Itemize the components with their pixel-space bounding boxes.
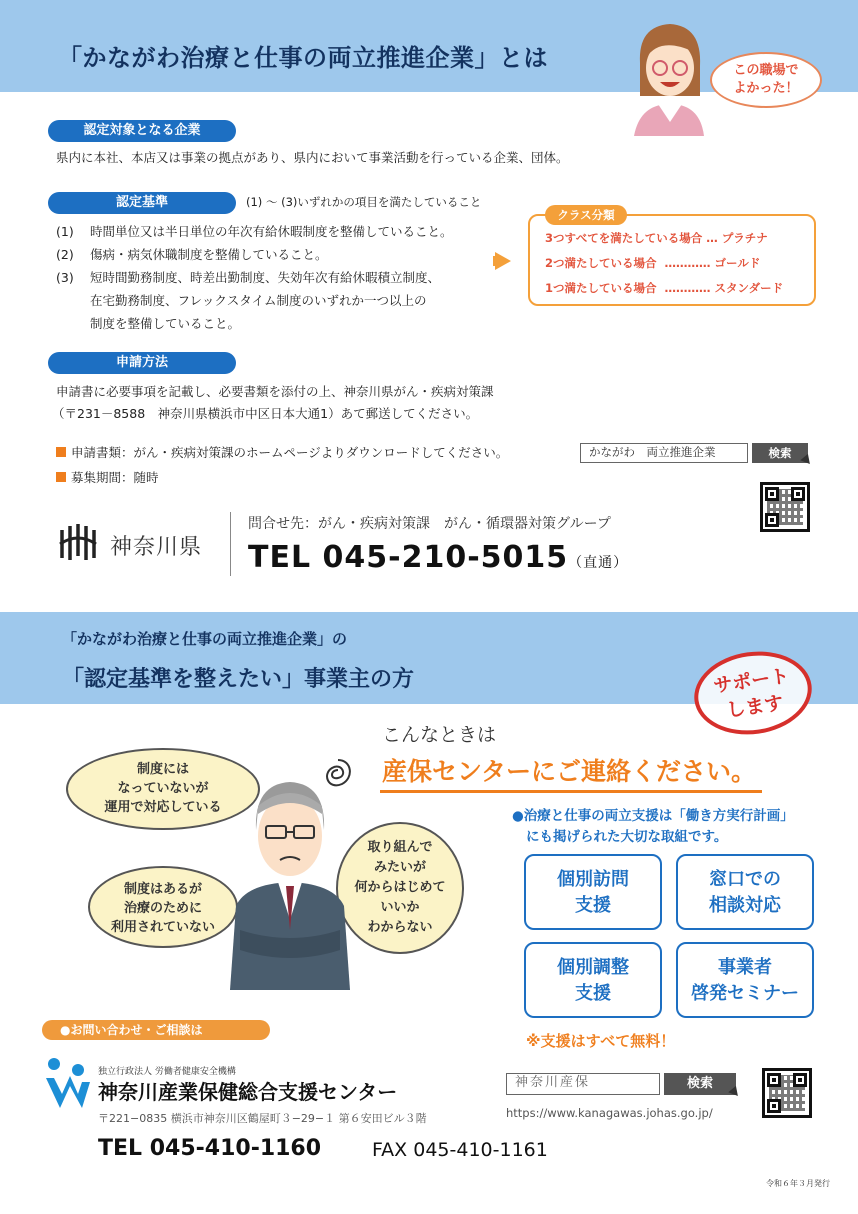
support-box-counter: 窓口での 相談対応 — [676, 854, 814, 930]
search-button[interactable]: 検索 — [664, 1073, 736, 1095]
criteria-item-2: 傷病・病気休職制度を整備していること。 — [90, 247, 328, 262]
org-name: 神奈川産業保健総合支援センター — [98, 1080, 398, 1104]
underline — [380, 790, 762, 793]
apply-line-2: （〒231－8588 神奈川県横浜市中区日本大通1）あて郵送してください。 — [52, 406, 479, 421]
footer-tel: TEL 045-410-1160 — [98, 1136, 322, 1161]
class-row-standard — [545, 280, 783, 296]
target-body: 県内に本社、本店又は事業の拠点があり、県内において事業活動を行っている企業、団体。 — [56, 150, 569, 165]
support-stamp: サポート します — [689, 644, 817, 742]
search-input[interactable]: かながわ 両立推進企業 — [580, 443, 748, 463]
worry-bubble-2: 制度はあるが 治療のために 利用されていない — [88, 866, 238, 948]
arrow-right-icon — [495, 252, 511, 270]
orange-square-icon — [56, 447, 66, 457]
contact-tel-note: （直通） — [568, 555, 629, 571]
kanagawa-logo-icon — [56, 520, 100, 564]
criteria-num-2: (2) — [56, 247, 74, 262]
qr-code-icon[interactable] — [762, 1068, 812, 1118]
free-note: ※支援はすべて無料！ — [526, 1032, 676, 1050]
section-label-target: 認定対象となる企業 — [48, 120, 236, 142]
support-box-visit: 個別訪問 支援 — [524, 854, 662, 930]
class-cond: 1つ満たしている場合 — [545, 281, 657, 295]
criteria-item-3-cont-2: 制度を整備していること。 — [90, 316, 241, 331]
org-address: 〒221−0835 横浜市神奈川区鶴屋町３−29−１ 第６安田ビル３階 — [98, 1112, 427, 1125]
section-label-apply: 申請方法 — [48, 352, 236, 374]
org-parent: 独立行政法人 労働者健康安全機構 — [98, 1067, 236, 1077]
worry-bubble-3: 取り組んで みたいが 何からはじめて いいか わからない — [336, 822, 464, 954]
class-rank: ゴールド — [714, 256, 761, 270]
issued-date: 令和６年３月発行 — [766, 1179, 830, 1188]
class-cond: 2つ満たしている場合 — [545, 256, 657, 270]
inquiry-label: ●お問い合わせ・ご相談は — [42, 1020, 270, 1040]
apply-period — [56, 466, 159, 489]
page-title: 「かながわ治療と仕事の両立推進企業」とは — [58, 44, 548, 72]
class-cond: 3つすべてを満たしている場合 — [545, 231, 703, 245]
class-label: クラス分類 — [545, 205, 627, 225]
support-box-seminar: 事業者 啓発セミナー — [676, 942, 814, 1018]
search-button[interactable]: 検索 — [752, 443, 808, 463]
class-row-gold — [545, 255, 760, 271]
banner2-line1: 「かながわ治療と仕事の両立推進企業」の — [62, 630, 348, 648]
divider — [230, 512, 231, 576]
class-row-platinum — [545, 230, 768, 246]
apply-line-1: 申請書に必要事項を記載し、必要書類を添付の上、神奈川県がん・疾病対策課 — [56, 384, 494, 399]
support-bullet-1: ●治療と仕事の両立支援は「働き方実行計画」 — [512, 808, 794, 824]
konna-text: こんなときは — [382, 724, 497, 746]
footer-fax: FAX 045-410-1161 — [372, 1139, 548, 1161]
banner2-line2: 「認定基準を整えたい」事業主の方 — [62, 667, 415, 692]
businessman-illustration — [226, 770, 354, 990]
pref-name: 神奈川県 — [110, 535, 203, 560]
criteria-note: (1) ～ (3)いずれかの項目を満たしていること — [246, 195, 482, 209]
apply-period-text: 募集期間：随時 — [71, 470, 159, 485]
contact-tel-number: TEL 045-210-5015 — [248, 540, 569, 575]
apply-docs — [56, 441, 508, 464]
speech-bubble: この職場で よかった！ — [710, 52, 822, 108]
johas-logo-icon — [42, 1056, 92, 1112]
orange-square-icon — [56, 472, 66, 482]
class-dots: … — [706, 231, 718, 245]
support-bullet-2: にも掲げられた大切な取組です。 — [526, 829, 728, 845]
qr-code-icon[interactable] — [760, 482, 810, 532]
criteria-item-3: 短時間勤務制度、時差出勤制度、失効年次有給休暇積立制度、 — [90, 270, 441, 285]
contact-call-text: 産保センターにご連絡ください。 — [382, 757, 757, 786]
criteria-item-1: 時間単位又は半日単位の年次有給休暇制度を整備していること。 — [90, 224, 453, 239]
contact-tel — [248, 540, 628, 575]
search-input[interactable]: 神奈川産保 — [506, 1073, 660, 1095]
section-label-criteria: 認定基準 — [48, 192, 236, 214]
worry-bubble-1: 制度には なっていないが 運用で対応している — [66, 748, 260, 830]
apply-docs-text: 申請書類：がん・疾病対策課のホームページよりダウンロードしてください。 — [71, 445, 509, 460]
website-link[interactable]: https://www.kanagawas.johas.go.jp/ — [506, 1106, 713, 1120]
criteria-item-3-cont-1: 在宅勤務制度、フレックスタイム制度のいずれか一つ以上の — [90, 293, 427, 308]
contact-dept: 問合せ先：がん・疾病対策課 がん・循環器対策グループ — [248, 516, 611, 532]
criteria-num-3: (3) — [56, 270, 74, 285]
criteria-num-1: (1) — [56, 224, 74, 239]
woman-illustration — [630, 18, 708, 136]
class-rank: スタンダード — [714, 281, 784, 295]
support-box-adjust: 個別調整 支援 — [524, 942, 662, 1018]
class-rank: プラチナ — [721, 231, 768, 245]
class-dots: ………… — [664, 256, 711, 270]
class-dots: ………… — [664, 281, 711, 295]
